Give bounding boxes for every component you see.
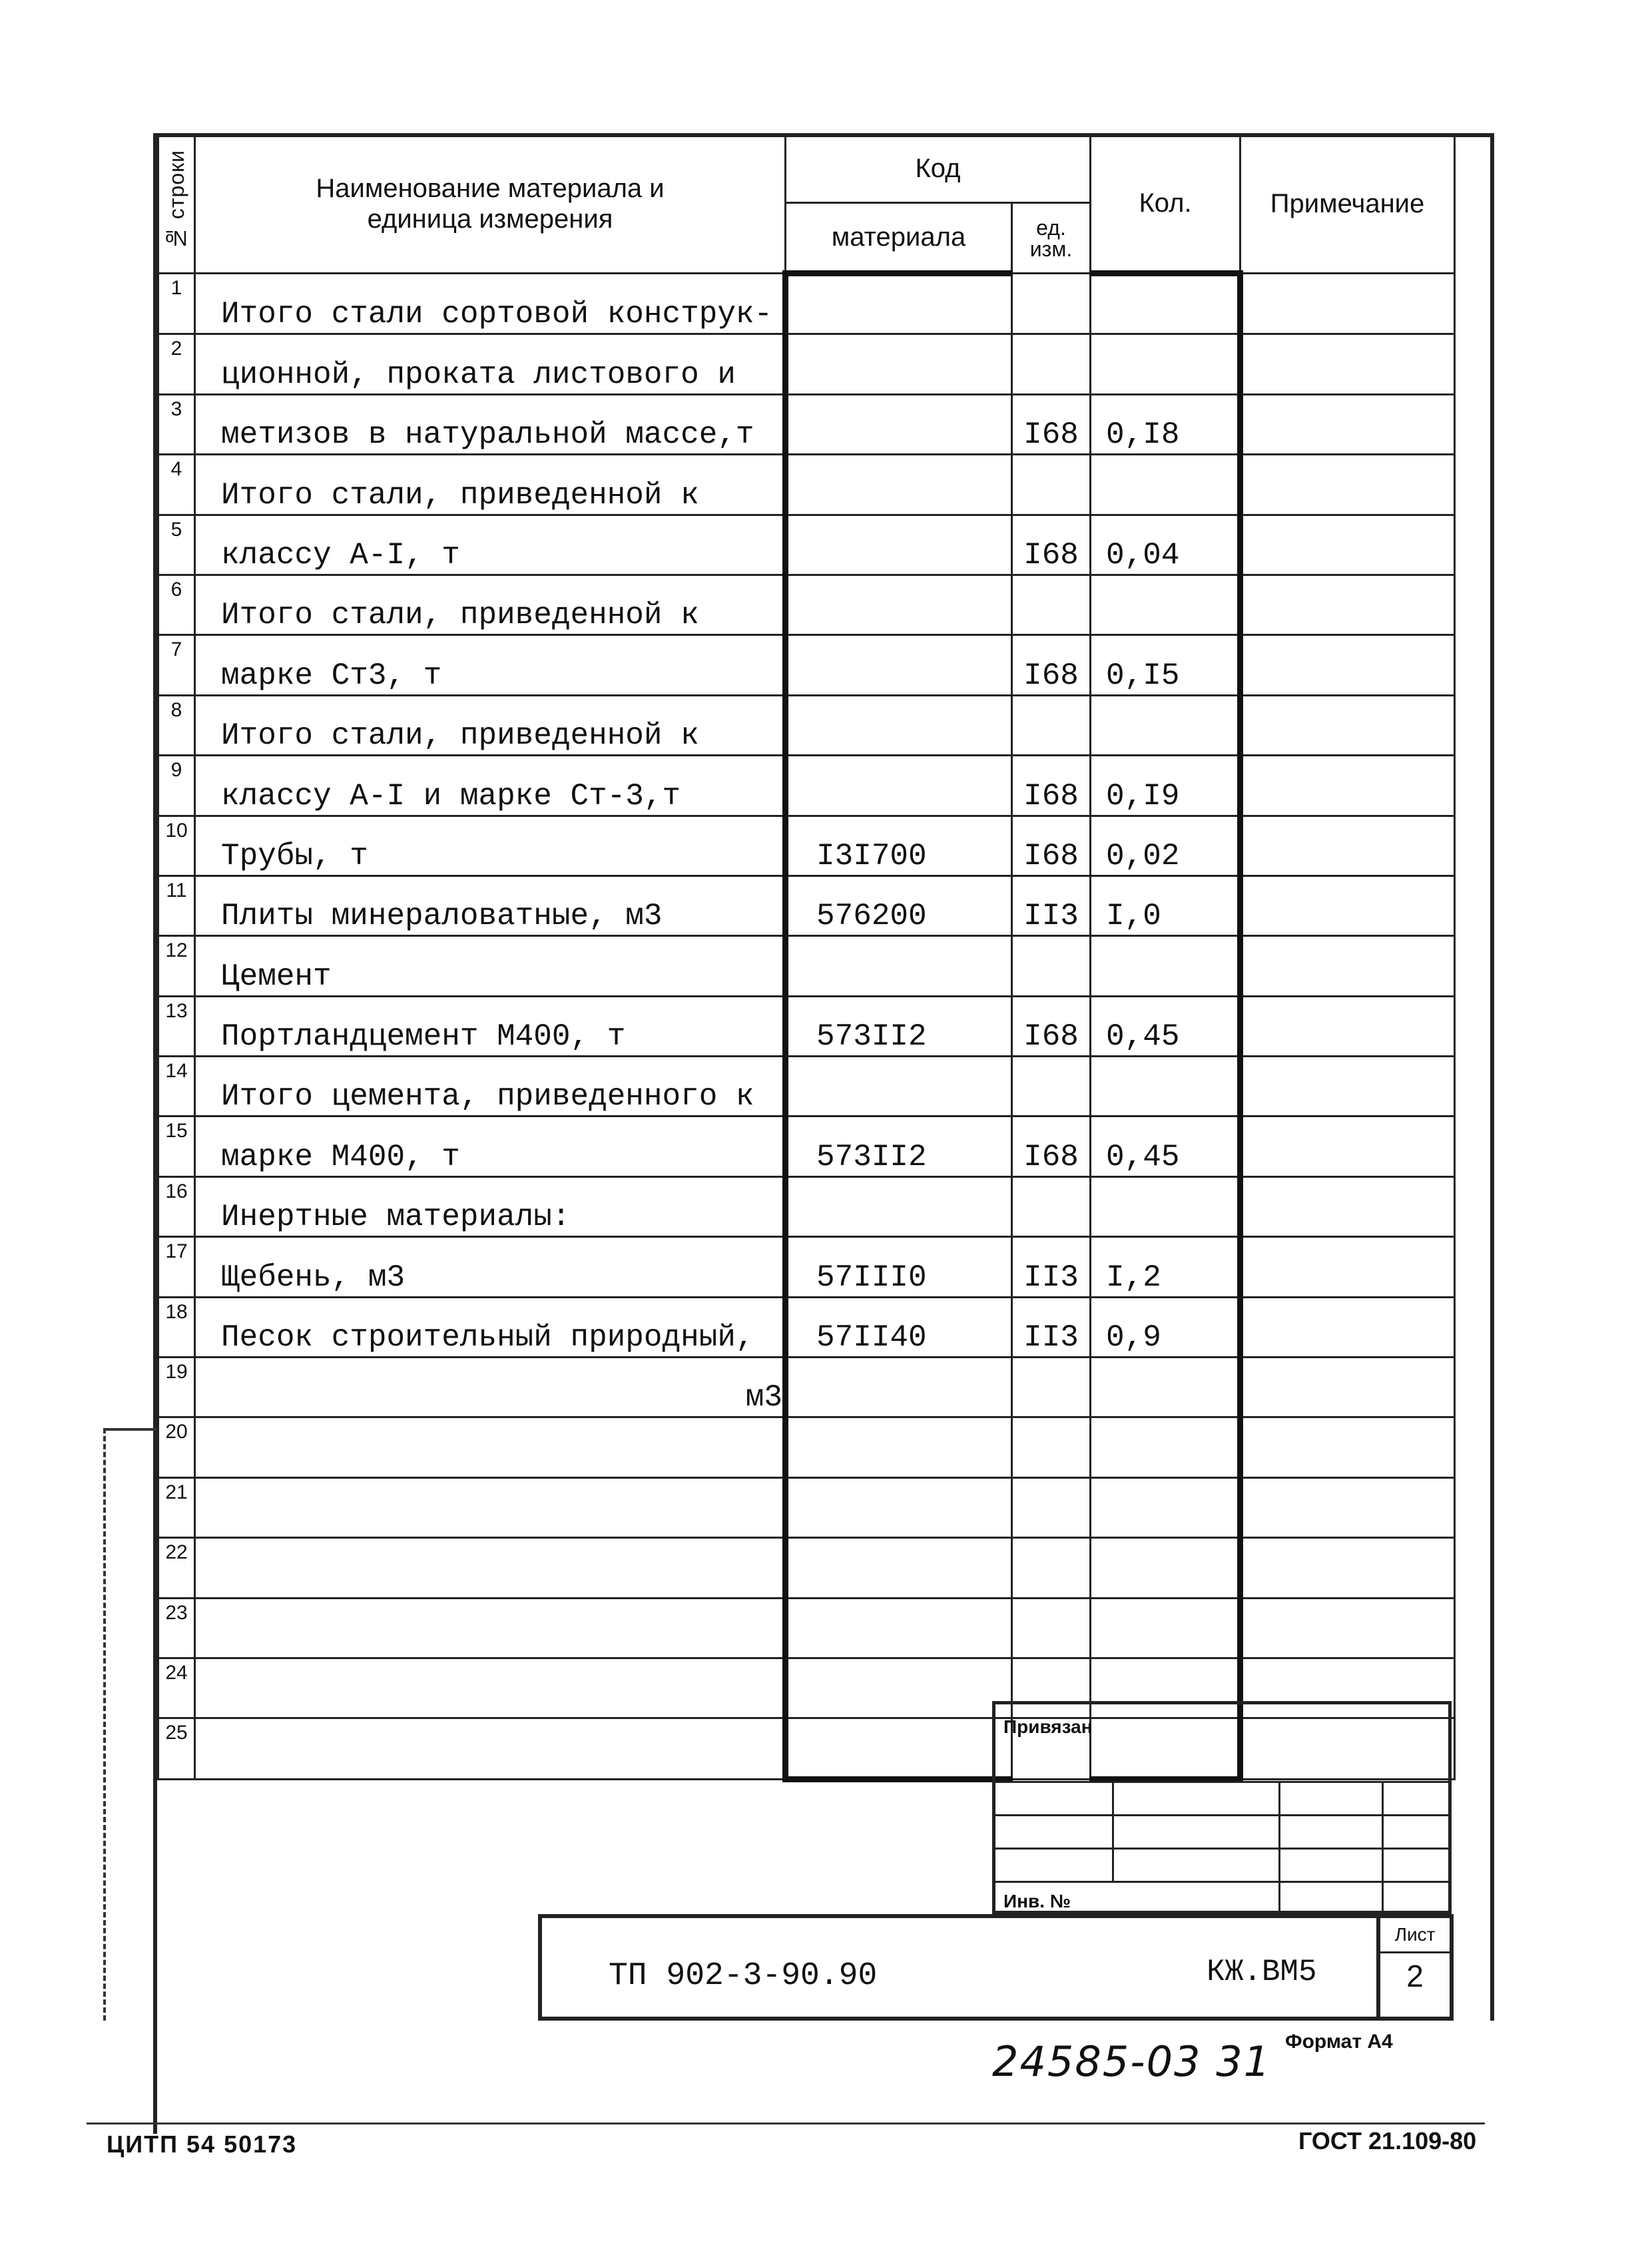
note-cell (1240, 1057, 1455, 1117)
note-cell (1240, 1598, 1455, 1658)
unit-code-cell (1012, 455, 1091, 515)
unit-code-cell (1012, 1417, 1091, 1477)
material-code-cell: 57III0 (786, 1237, 1012, 1297)
grid-line (1278, 1781, 1280, 1914)
row-number-cell: 10 (158, 816, 195, 875)
grid-line (995, 1814, 1448, 1816)
note-cell (1240, 1297, 1455, 1357)
material-code-cell (786, 575, 1012, 634)
sheet-number: 2 (1406, 1959, 1424, 1993)
quantity-cell (1091, 1598, 1240, 1658)
table-row (158, 1176, 1455, 1236)
material-name-cell: Инертные материалы: (195, 1176, 786, 1236)
material-code-cell (786, 515, 1012, 575)
unit-code-cell (1012, 695, 1091, 755)
material-name-cell: Трубы, т (195, 816, 786, 875)
inventory-label: Инв. № (1003, 1891, 1071, 1911)
row-number-cell: 20 (158, 1417, 195, 1477)
table-row (158, 695, 1455, 755)
grid-line (1112, 1781, 1114, 1881)
sheet-box (1376, 1918, 1450, 2017)
material-code-header: материала (786, 203, 1012, 274)
binding-strip (103, 1428, 156, 2021)
material-code-cell (786, 394, 1012, 454)
table-row (158, 515, 1455, 575)
table-row (158, 756, 1455, 816)
material-name-cell: Итого стали, приведенной к (195, 455, 786, 515)
note-header: Примечание (1240, 134, 1455, 274)
material-name-cell: ционной, проката листового и (195, 334, 786, 394)
unit-code-cell: I68 (1012, 756, 1091, 816)
row-number-cell: 24 (158, 1658, 195, 1718)
material-code-cell: 576200 (786, 875, 1012, 935)
row-number-cell: 11 (158, 875, 195, 935)
row-number-cell: 5 (158, 515, 195, 575)
note-cell (1240, 1237, 1455, 1297)
quantity-cell (1091, 1477, 1240, 1537)
material-code-cell (786, 695, 1012, 755)
material-name-cell: марке Ст3, т (195, 635, 786, 695)
quantity-cell: 0,45 (1091, 1117, 1240, 1176)
note-cell (1240, 334, 1455, 394)
material-name-cell: классу А-I, т (195, 515, 786, 575)
title-block (992, 1701, 1452, 1914)
footer-rule (87, 2122, 1485, 2124)
table-row (158, 1057, 1455, 1117)
material-code-cell: I3I700 (786, 816, 1012, 875)
row-number-cell: 12 (158, 936, 195, 996)
table-row (158, 1417, 1455, 1477)
row-number-cell: 2 (158, 334, 195, 394)
material-name-cell (195, 1598, 786, 1658)
unit-code-cell (1012, 334, 1091, 394)
grid-line (1382, 1781, 1384, 1914)
materials-table (157, 133, 1456, 1782)
unit-code-cell (1012, 575, 1091, 634)
quantity-cell (1091, 695, 1240, 755)
note-cell (1240, 1477, 1455, 1537)
material-code-cell (786, 936, 1012, 996)
note-cell (1240, 936, 1455, 996)
unit-code-cell (1012, 1538, 1091, 1598)
format-label: Формат А4 (1285, 2031, 1393, 2053)
material-code-cell: 57II40 (786, 1297, 1012, 1357)
table-row (158, 1297, 1455, 1357)
note-cell (1240, 1176, 1455, 1236)
table-row (158, 875, 1455, 935)
unit-code-cell (1012, 274, 1091, 334)
unit-code-cell: I68 (1012, 996, 1091, 1056)
row-number-cell: 4 (158, 455, 195, 515)
document-code: ТП 902-3-90.90 (609, 1958, 878, 1994)
material-name-cell: Цемент (195, 936, 786, 996)
row-number-cell: 23 (158, 1598, 195, 1658)
table-row (158, 394, 1455, 454)
sheet-label: Лист (1380, 1918, 1450, 1953)
quantity-cell (1091, 1417, 1240, 1477)
material-code-cell (786, 1718, 1012, 1779)
unit-code-cell: I68 (1012, 816, 1091, 875)
note-cell (1240, 274, 1455, 334)
quantity-cell (1091, 1176, 1240, 1236)
quantity-cell (1091, 334, 1240, 394)
unit-code-cell: I68 (1012, 635, 1091, 695)
table-row (158, 816, 1455, 875)
quantity-cell (1091, 455, 1240, 515)
unit-code-cell: I68 (1012, 515, 1091, 575)
table-row (158, 455, 1455, 515)
table-row (158, 1477, 1455, 1537)
table-row (158, 1358, 1455, 1417)
material-code-cell (786, 1358, 1012, 1417)
note-cell (1240, 1358, 1455, 1417)
material-code-cell (786, 1658, 1012, 1718)
quantity-cell: I,2 (1091, 1237, 1240, 1297)
row-number-header: № строки (158, 134, 195, 274)
quantity-cell: 0,I8 (1091, 394, 1240, 454)
quantity-cell (1091, 1057, 1240, 1117)
quantity-cell: 0,9 (1091, 1297, 1240, 1357)
note-cell (1240, 394, 1455, 454)
name-header: Наименование материала и единица измерения (195, 134, 786, 274)
material-code-cell (786, 274, 1012, 334)
material-code-cell (786, 1598, 1012, 1658)
note-cell (1240, 756, 1455, 816)
row-number-cell: 9 (158, 756, 195, 816)
quantity-header: Кол. (1091, 134, 1240, 274)
note-cell (1240, 575, 1455, 634)
row-number-cell: 6 (158, 575, 195, 634)
table-body (158, 274, 1455, 1780)
row-number-cell: 3 (158, 394, 195, 454)
material-name-cell: м3 (195, 1358, 786, 1417)
note-cell (1240, 1117, 1455, 1176)
unit-code-cell (1012, 1598, 1091, 1658)
material-name-cell: Итого стали, приведенной к (195, 575, 786, 634)
quantity-cell (1091, 575, 1240, 634)
quantity-cell (1091, 1358, 1240, 1417)
quantity-cell: 0,I5 (1091, 635, 1240, 695)
grid-line (995, 1881, 1448, 1883)
material-code-cell (786, 1057, 1012, 1117)
note-cell (1240, 996, 1455, 1056)
row-number-cell: 19 (158, 1358, 195, 1417)
material-code-cell (786, 1538, 1012, 1598)
unit-code-cell: II3 (1012, 1237, 1091, 1297)
material-name-cell (195, 1477, 786, 1537)
row-number-cell: 14 (158, 1057, 195, 1117)
row-number-cell: 13 (158, 996, 195, 1056)
table-row (158, 936, 1455, 996)
grid-line (995, 1848, 1448, 1850)
material-code-cell (786, 334, 1012, 394)
material-name-cell: Портландцемент М400, т (195, 996, 786, 1056)
table-row (158, 1538, 1455, 1598)
code-group-header: Код (786, 134, 1091, 203)
grid-line (995, 1781, 1448, 1783)
row-number-cell: 18 (158, 1297, 195, 1357)
table-row (158, 996, 1455, 1056)
unit-code-cell (1012, 1057, 1091, 1117)
material-code-cell (786, 455, 1012, 515)
unit-code-cell: I68 (1012, 1117, 1091, 1176)
material-code-cell (786, 1176, 1012, 1236)
row-number-cell: 22 (158, 1538, 195, 1598)
unit-code-cell (1012, 1358, 1091, 1417)
note-cell (1240, 515, 1455, 575)
note-cell (1240, 875, 1455, 935)
unit-code-header: ед. изм. (1012, 203, 1091, 274)
row-number-cell: 21 (158, 1477, 195, 1537)
table-row (158, 1237, 1455, 1297)
note-cell (1240, 455, 1455, 515)
material-code-cell (786, 1477, 1012, 1537)
material-name-cell: Песок строительный природный, (195, 1297, 786, 1357)
material-code-cell (786, 1417, 1012, 1477)
row-number-cell: 17 (158, 1237, 195, 1297)
document-mark: КЖ.ВМ5 (1207, 1955, 1317, 1989)
note-cell (1240, 635, 1455, 695)
unit-code-cell: II3 (1012, 875, 1091, 935)
material-name-cell: Итого цемента, приведенного к (195, 1057, 786, 1117)
material-name-cell: Итого стали сортовой конструк- (195, 274, 786, 334)
table-row (158, 274, 1455, 334)
material-name-cell: метизов в натуральной массе,т (195, 394, 786, 454)
quantity-cell: 0,02 (1091, 816, 1240, 875)
table-row (158, 1598, 1455, 1658)
note-cell (1240, 1538, 1455, 1598)
material-code-cell: 573II2 (786, 996, 1012, 1056)
quantity-cell: 0,45 (1091, 996, 1240, 1056)
unit-code-cell: I68 (1012, 394, 1091, 454)
table-row (158, 575, 1455, 634)
material-code-cell (786, 635, 1012, 695)
quantity-cell (1091, 274, 1240, 334)
material-name-cell (195, 1658, 786, 1718)
unit-code-cell: II3 (1012, 1297, 1091, 1357)
material-name-cell (195, 1417, 786, 1477)
row-number-cell: 15 (158, 1117, 195, 1176)
row-number-cell: 25 (158, 1718, 195, 1779)
handwritten-inventory-number: 24585-03 31 (992, 2037, 1272, 2086)
quantity-cell (1091, 936, 1240, 996)
note-cell (1240, 1417, 1455, 1477)
quantity-cell: 0,04 (1091, 515, 1240, 575)
note-cell (1240, 695, 1455, 755)
row-number-cell: 16 (158, 1176, 195, 1236)
table-row (158, 1117, 1455, 1176)
material-name-cell: Итого стали, приведенной к (195, 695, 786, 755)
row-number-cell: 8 (158, 695, 195, 755)
document-stamp (538, 1914, 1454, 2021)
note-cell (1240, 816, 1455, 875)
table-row (158, 635, 1455, 695)
material-name-cell: классу А-I и марке Ст-3,т (195, 756, 786, 816)
material-name-cell: марке М400, т (195, 1117, 786, 1176)
unit-code-cell (1012, 1477, 1091, 1537)
attached-label: Привязан (1003, 1716, 1093, 1737)
material-name-cell (195, 1718, 786, 1779)
quantity-cell: I,0 (1091, 875, 1240, 935)
quantity-cell: 0,I9 (1091, 756, 1240, 816)
material-name-cell: Щебень, м3 (195, 1237, 786, 1297)
footer-standard: ГОСТ 21.109-80 (1298, 2127, 1477, 2154)
row-number-cell: 7 (158, 635, 195, 695)
unit-code-cell (1012, 936, 1091, 996)
material-code-cell: 573II2 (786, 1117, 1012, 1176)
material-code-cell (786, 756, 1012, 816)
table-row (158, 334, 1455, 394)
unit-code-cell (1012, 1176, 1091, 1236)
material-name-cell (195, 1538, 786, 1598)
quantity-cell (1091, 1538, 1240, 1598)
row-number-cell: 1 (158, 274, 195, 334)
footer-left-code: ЦИТП 54 50173 (107, 2130, 298, 2158)
material-name-cell: Плиты минераловатные, м3 (195, 875, 786, 935)
